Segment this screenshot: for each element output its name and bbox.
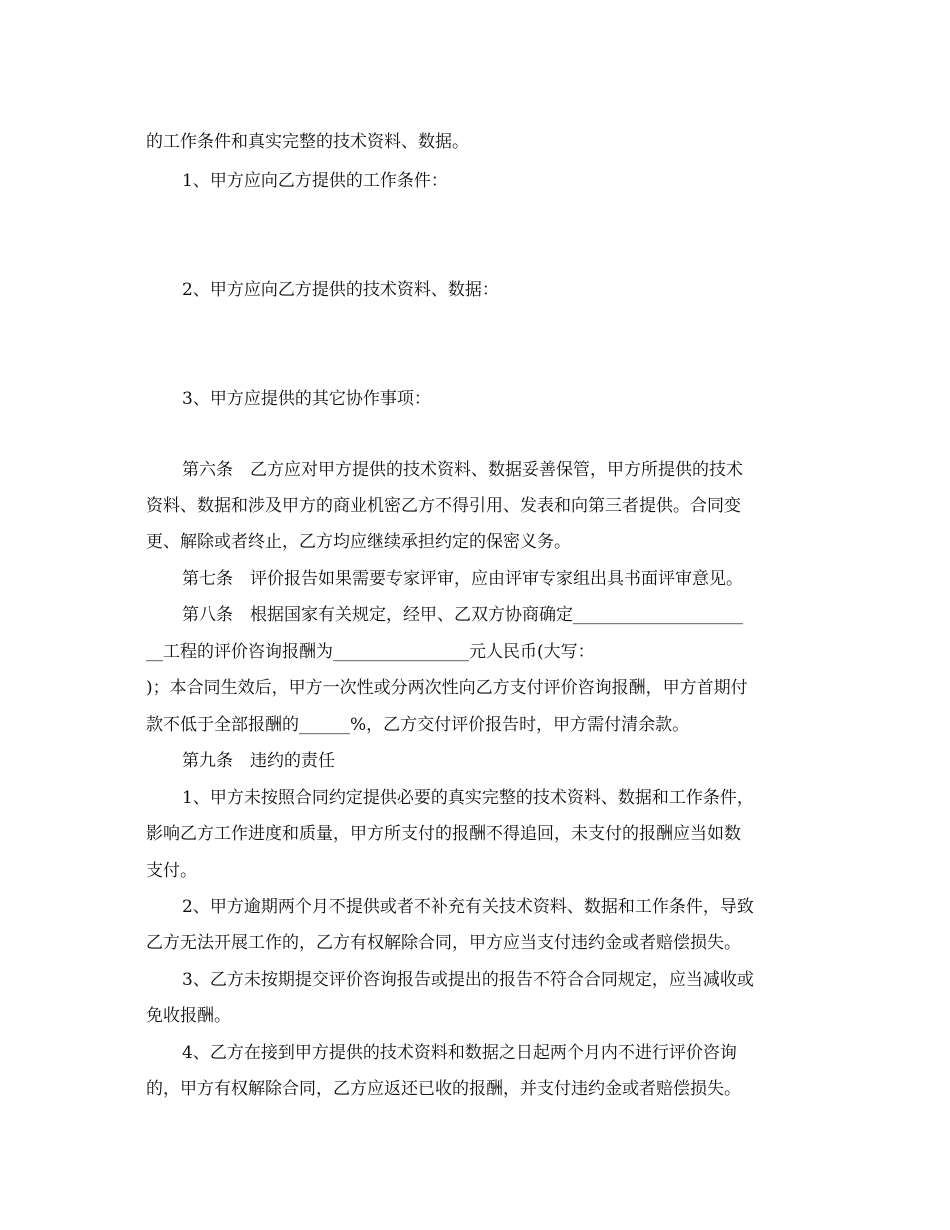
text-line: 影响乙方工作进度和质量，甲方所支付的报酬不得追回，未支付的报酬应当如数: [146, 824, 741, 844]
text-line: 3、甲方应提供的其它协作事项：: [182, 389, 431, 409]
text-line: 3、乙方未按期提交评价咨询报告或提出的报告不符合合同规定，应当减收或: [182, 970, 754, 990]
text-line: 款不低于全部报酬的______%，乙方交付评价报告时，甲方需付清余款。: [146, 715, 690, 735]
text-line: 1、甲方未按照合同约定提供必要的真实完整的技术资料、数据和工作条件，: [182, 788, 754, 808]
text-line: 第六条 乙方应对甲方提供的技术资料、数据妥善保管，甲方所提供的技术: [182, 460, 743, 480]
text-line: 第九条 违约的责任: [182, 751, 335, 771]
text-line: 免收报酬。: [146, 1006, 231, 1026]
text-line: 第七条 评价报告如果需要专家评审，应由评审专家组出具书面评审意见。: [182, 569, 743, 589]
text-line: 第八条 根据国家有关规定，经甲、乙双方协商确定____________________: [182, 605, 743, 625]
text-line: 更、解除或者终止，乙方均应继续承担约定的保密义务。: [146, 532, 571, 552]
text-line: 乙方无法开展工作的，乙方有权解除合同，甲方应当支付违约金或者赔偿损失。: [146, 933, 741, 953]
text-line: 的工作条件和真实完整的技术资料、数据。: [146, 132, 469, 152]
text-line: )；本合同生效后，甲方一次性或分两次性向乙方支付评价咨询报酬，甲方首期付: [146, 678, 748, 698]
text-line: 的，甲方有权解除合同，乙方应返还已收的报酬，并支付违约金或者赔偿损失。: [146, 1079, 741, 1099]
text-line: __工程的评价咨询报酬为________________元人民币(大写：: [146, 642, 595, 662]
text-line: 支付。: [146, 861, 197, 881]
text-line: 1、甲方应向乙方提供的工作条件：: [182, 171, 448, 191]
text-line: 2、甲方逾期两个月不提供或者不补充有关技术资料、数据和工作条件，导致: [182, 897, 754, 917]
text-line: 4、乙方在接到甲方提供的技术资料和数据之日起两个月内不进行评价咨询: [182, 1043, 737, 1063]
text-line: 资料、数据和涉及甲方的商业机密乙方不得引用、发表和向第三者提供。合同变: [146, 496, 741, 516]
text-line: 2、甲方应向乙方提供的技术资料、数据：: [182, 280, 499, 300]
